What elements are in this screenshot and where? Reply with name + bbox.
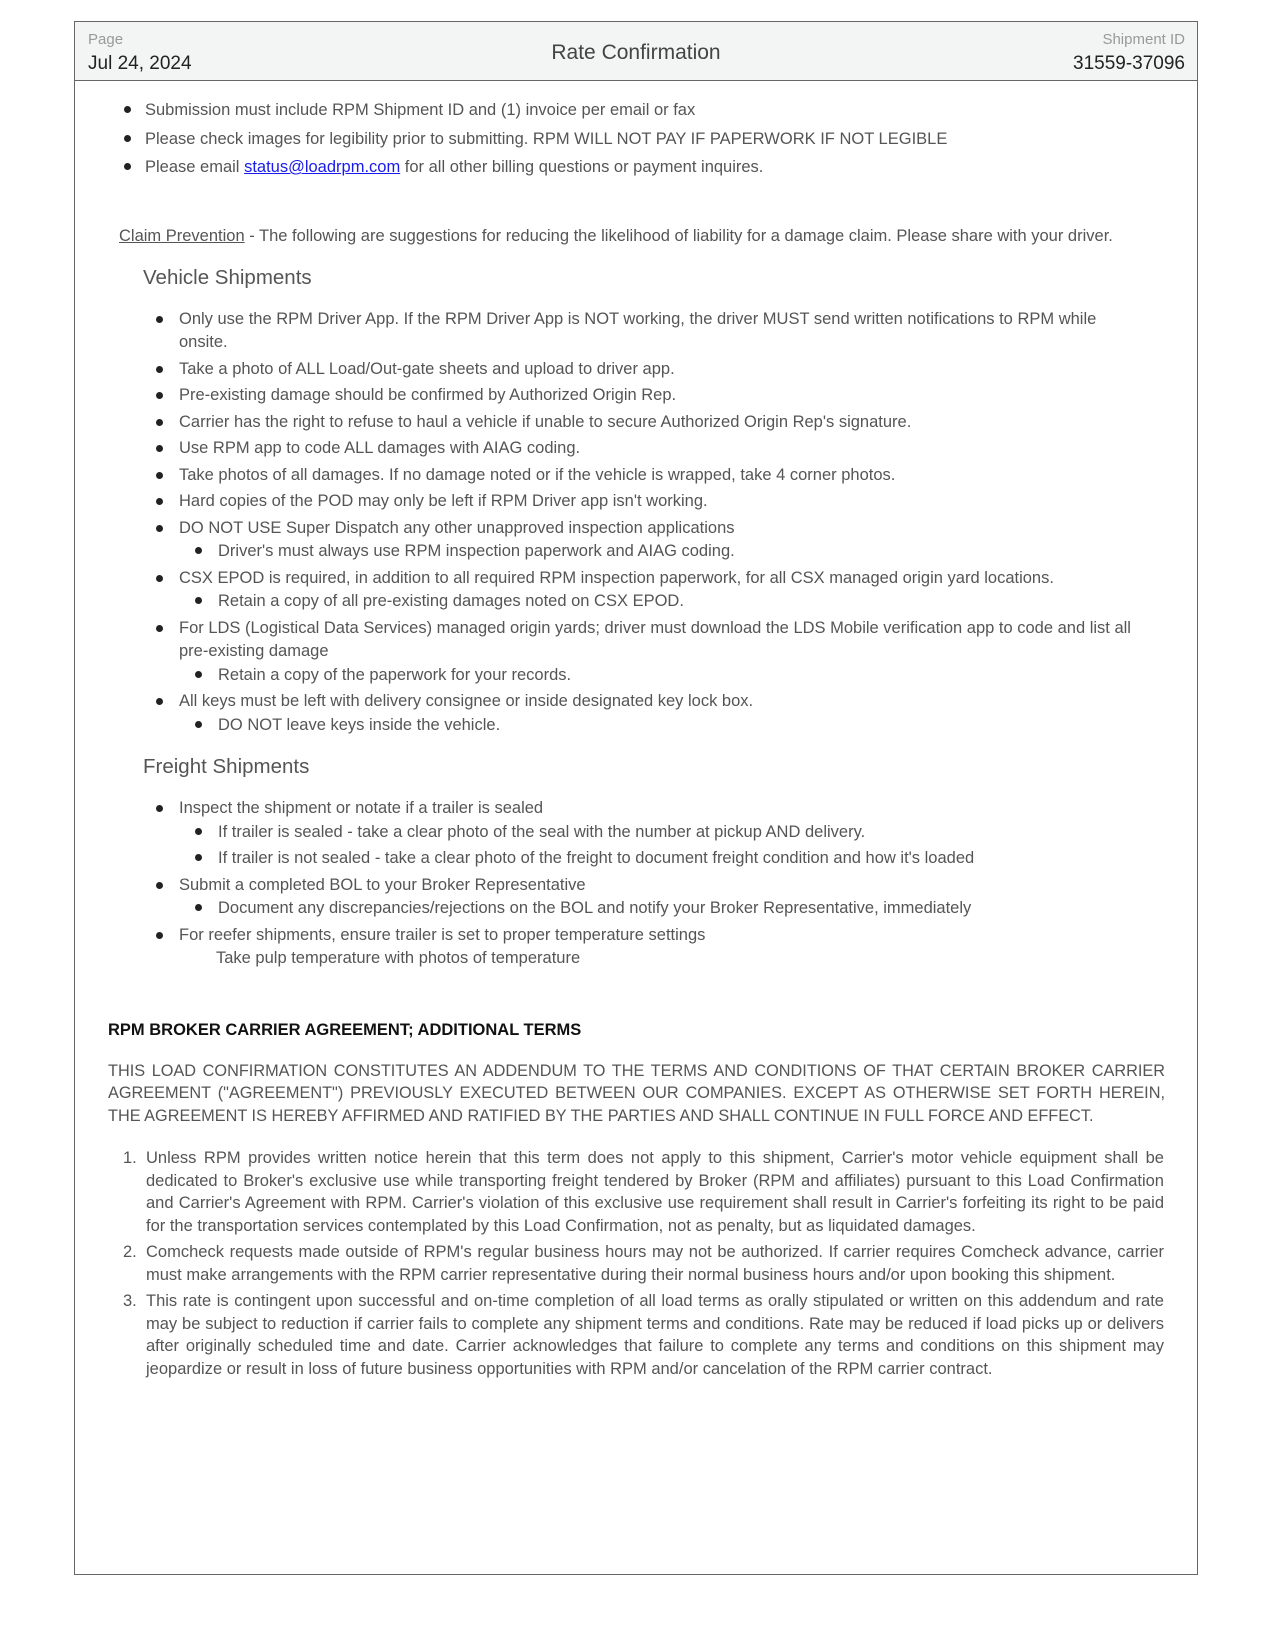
vehicle-bullet: Use RPM app to code ALL damages with AIAG coding.	[75, 437, 1131, 461]
freight-sub-bullet: If trailer is not sealed - take a clear photo of the freight to document freight condition and how it's loaded	[75, 847, 1131, 871]
vehicle-bullet: All keys must be left with delivery consignee or inside designated key lock box.	[75, 690, 1131, 714]
term-number: 1.	[123, 1149, 137, 1167]
agreement-term	[75, 1241, 1164, 1286]
vehicle-bullet: DO NOT USE Super Dispatch any other unapproved inspection applications	[75, 517, 1131, 541]
billing-email-suffix: for all other billing questions or payment inquires.	[400, 158, 764, 176]
vehicle-bullet: Hard copies of the POD may only be left if RPM Driver app isn't working.	[75, 490, 1131, 514]
document-body	[75, 80, 1197, 1380]
billing-bullet: Submission must include RPM Shipment ID and (1) invoice per email or fax	[75, 96, 1167, 125]
freight-sub-bullet: If trailer is sealed - take a clear photo of the seal with the number at pickup AND delivery.	[75, 821, 1131, 845]
billing-bullet	[75, 153, 1167, 182]
freight-bullet: For reefer shipments, ensure trailer is set to proper temperature settings	[75, 924, 1131, 948]
agreement-term	[75, 1290, 1164, 1380]
claim-prevention-paragraph	[119, 224, 1151, 248]
term-text: Unless RPM provides written notice herein that this term does not apply to this shipment, Carrier's motor vehicle equipment shall be dedicated to Broker's exclusive use while transporting freight tendered by Broker (RPM and affiliates) pursuant to this Load Confirmation and Carrier's Agreement with RPM. Carrier's violation of this exclusive use requirement shall result in Carrier's forfeiting its right to be paid for the transportation services contemplated by this Load Confirmation, not as penalty, but as liquidated damages.	[146, 1149, 1164, 1235]
term-text: This rate is contingent upon successful and on-time completion of all load terms as orally stipulated or written on this addendum and rate may be subject to reduction if carrier fails to complete any shipment terms and conditions. Rate may be reduced if load picks up or delivers after originally scheduled time and date. Carrier acknowledges that failure to complete any terms and conditions on this shipment may jeopardize or result in loss of future business opportunities with RPM and/or cancelation of the RPM carrier contract.	[146, 1292, 1164, 1378]
vehicle-shipments-heading: Vehicle Shipments	[143, 265, 312, 289]
vehicle-bullet: For LDS (Logistical Data Services) managed origin yards; driver must download the LDS Mobile verification app to code and list all pre-existing damage	[75, 617, 1131, 664]
vehicle-bullet: Take a photo of ALL Load/Out-gate sheets and upload to driver app.	[75, 358, 1131, 382]
agreement-intro: THIS LOAD CONFIRMATION CONSTITUTES AN ADDENDUM TO THE TERMS AND CONDITIONS OF THAT CERTAIN BROKER CARRIER AGREEMENT ("AGREEMENT") PREVIOUSLY EXECUTED BETWEEN OUR COMPANIES. EXCEPT AS OTHERWISE SET FORTH HEREIN, THE AGREEMENT IS HEREBY AFFIRMED AND RATIFIED BY THE PARTIES AND SHALL CONTINUE IN FULL FORCE AND EFFECT.	[108, 1061, 1165, 1125]
vehicle-sub-bullet: Retain a copy of the paperwork for your records.	[75, 664, 1131, 688]
page-date: Jul 24, 2024	[88, 53, 192, 74]
page-header	[75, 22, 1197, 81]
freight-shipments-heading: Freight Shipments	[143, 755, 310, 778]
freight-note: Take pulp temperature with photos of temperature	[216, 949, 581, 967]
billing-email-prefix: Please email	[145, 158, 245, 176]
billing-email-link[interactable]: status@loadrpm.com	[244, 158, 401, 176]
claim-prevention-text: - The following are suggestions for reducing the likelihood of liability for a damage claim. Please share with your driver.	[244, 226, 1113, 245]
agreement-term	[75, 1147, 1164, 1237]
shipment-id-label: Shipment ID	[1102, 31, 1185, 48]
vehicle-sub-bullet: DO NOT leave keys inside the vehicle.	[75, 714, 1131, 738]
page-label: Page	[88, 31, 124, 48]
freight-bullet: Inspect the shipment or notate if a trailer is sealed	[75, 797, 1131, 821]
shipment-id-value: 31559-37096	[1073, 53, 1185, 74]
freight-bullet: Submit a completed BOL to your Broker Representative	[75, 874, 1131, 898]
vehicle-sub-bullet: Driver's must always use RPM inspection paperwork and AIAG coding.	[75, 540, 1131, 564]
vehicle-bullet: Take photos of all damages. If no damage noted or if the vehicle is wrapped, take 4 corner photos.	[75, 464, 1131, 488]
vehicle-bullet: Only use the RPM Driver App. If the RPM Driver App is NOT working, the driver MUST send written notifications to RPM while onsite.	[75, 308, 1131, 355]
freight-sub-bullet: Document any discrepancies/rejections on the BOL and notify your Broker Representative, immediately	[75, 897, 1131, 921]
page-frame	[74, 21, 1198, 1575]
agreement-heading: RPM BROKER CARRIER AGREEMENT; ADDITIONAL TERMS	[108, 1020, 582, 1039]
term-text: Comcheck requests made outside of RPM's regular business hours may not be authorized. If carrier requires Comcheck advance, carrier must make arrangements with the RPM carrier representative during their normal business hours and/or upon booking this shipment.	[146, 1243, 1164, 1284]
page-title: Rate Confirmation	[551, 41, 721, 64]
vehicle-sub-bullet: Retain a copy of all pre-existing damages noted on CSX EPOD.	[75, 590, 1131, 614]
claim-prevention-title: Claim Prevention	[119, 226, 245, 245]
term-number: 3.	[123, 1292, 137, 1310]
vehicle-bullet: Carrier has the right to refuse to haul a vehicle if unable to secure Authorized Origin Rep's signature.	[75, 411, 1131, 435]
billing-bullet: Please check images for legibility prior to submitting. RPM WILL NOT PAY IF PAPERWORK IF NOT LEGIBLE	[75, 125, 1167, 154]
term-number: 2.	[123, 1243, 137, 1261]
vehicle-bullet: CSX EPOD is required, in addition to all required RPM inspection paperwork, for all CSX managed origin yard locations.	[75, 567, 1131, 591]
vehicle-bullet: Pre-existing damage should be confirmed by Authorized Origin Rep.	[75, 384, 1131, 408]
